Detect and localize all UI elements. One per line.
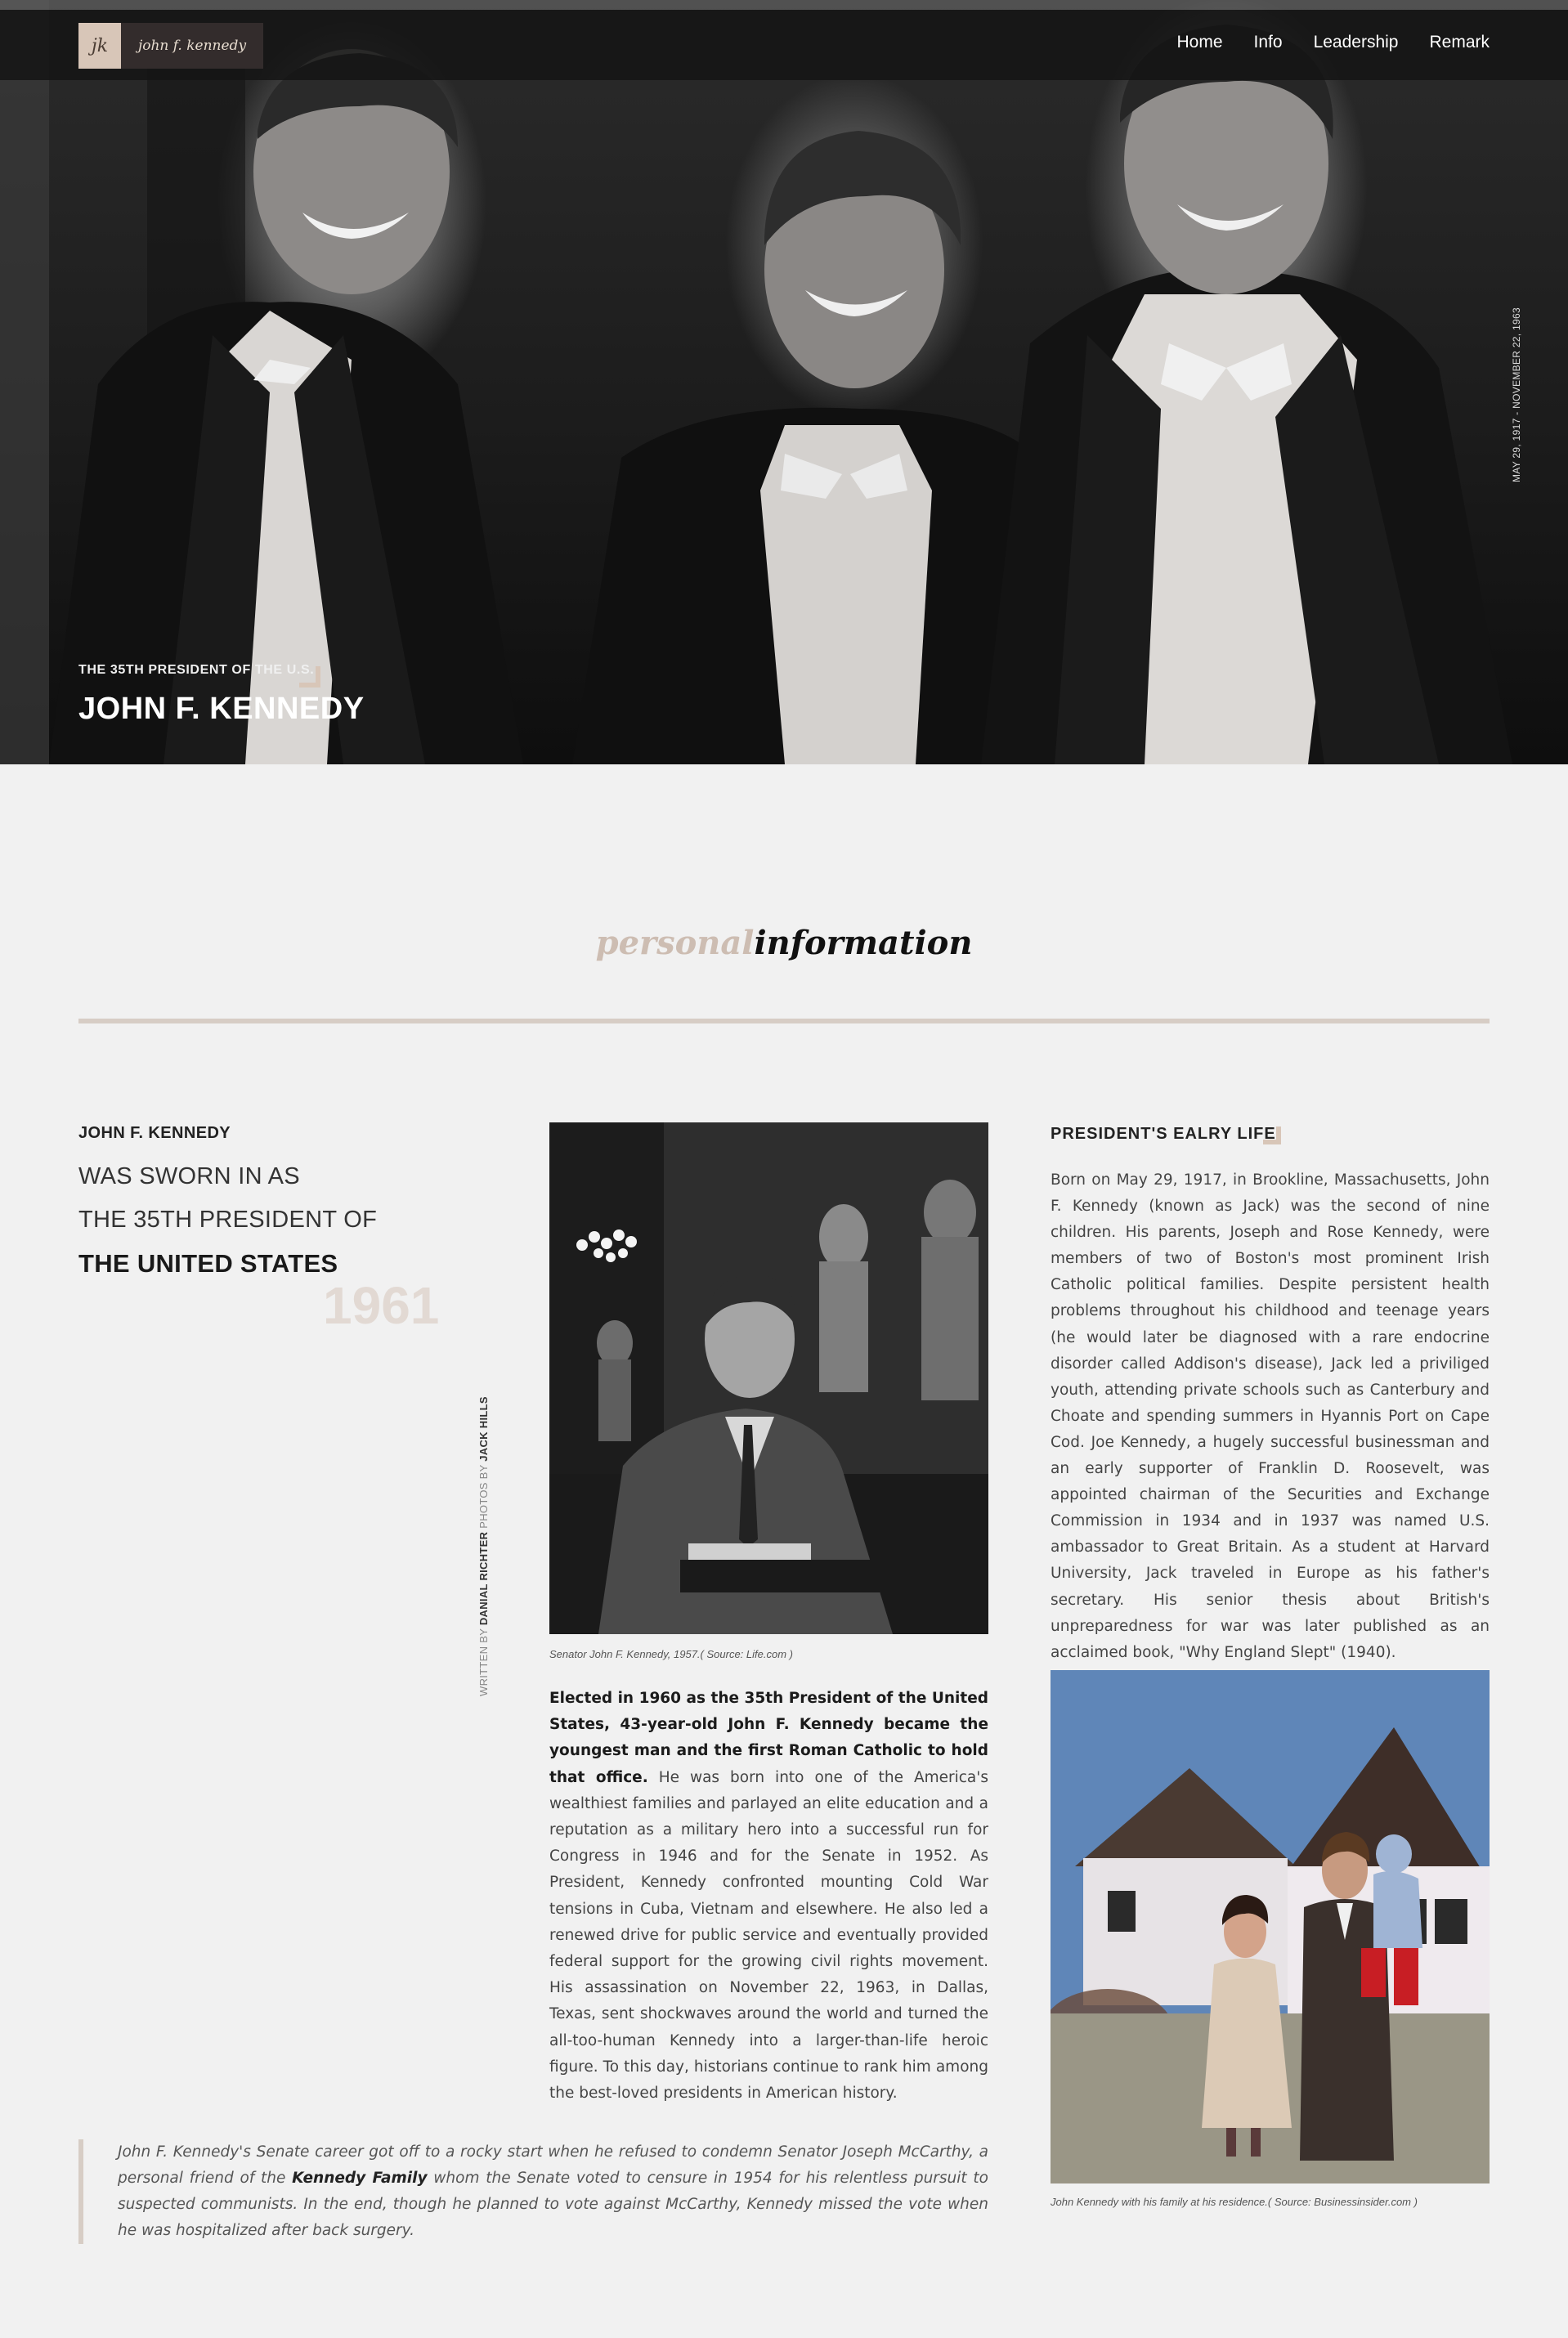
early-life-corner-accent <box>1263 1126 1281 1144</box>
hero-corner-accent <box>299 666 320 688</box>
navbar <box>0 10 1568 80</box>
credit-photographer: JACK HILLS <box>477 1396 490 1462</box>
nav-leadership[interactable]: Leadership <box>1313 33 1399 52</box>
heading-light: personal <box>595 924 755 962</box>
main-menu <box>1177 33 1490 52</box>
hero-banner <box>0 0 1568 764</box>
early-life-paragraph: Born on May 29, 1917, in Brookline, Massachusetts, John F. Kennedy (known as Jack) was the second of nine children. His parents, Joseph and Rose Kennedy, were members of two of Boston's most prominent Irish Catholic political families. Despite persistent health problems throughout his childhood and teenage years (he would later be diagnosed with a rare endocrine disorder called Addison's disease), Jack led a priviliged youth, attending private schools such as Canterbury and Choate and spending summers in Hyannis Port on Cape Cod. Joe Kennedy, a hugely successful businessman and an early supporter of Franklin D. Roosevelt, was appointed chairman of the Securities and Exchange Commission in 1934 and in 1937 was named U.S. ambassador to Great Britain. As a student at Harvard University, Jack traveled in Europe as his father's secretary. His senior thesis about British's unpreparedness for war was later published as an acclaimed book, "Why England Slept" (1940). <box>1051 1171 1490 1661</box>
family-photo <box>1051 1670 1490 2183</box>
senate-career-quote <box>78 2139 988 2244</box>
quote-bold: Kennedy Family <box>292 2170 428 2187</box>
credit-writer: DANIAL RICHTER <box>477 1531 490 1626</box>
top-band <box>0 0 1568 10</box>
credit-written-label: WRITTEN BY <box>477 1628 490 1696</box>
site-logo[interactable] <box>78 23 263 69</box>
nav-info[interactable]: Info <box>1253 33 1283 52</box>
left-line-3: THE UNITED STATES <box>78 1249 338 1278</box>
left-line-2: THE 35TH PRESIDENT OF <box>78 1207 378 1233</box>
nav-home[interactable]: Home <box>1176 33 1223 52</box>
senator-photo-caption: Senator John F. Kennedy, 1957.( Source: Life.com ) <box>549 1648 793 1660</box>
section-heading <box>0 924 1568 962</box>
hero-subtitle: THE 35TH PRESIDENT OF THE U.S. <box>78 663 315 677</box>
credits <box>477 1396 490 1696</box>
logo-mark: jk <box>78 23 121 69</box>
presidency-body: He was born into one of the America's wealthiest families and parlayed an elite education and a reputation as a military hero into a successful run for Congress in 1946 and for the Senate in 1952. As President, Kennedy confronted mounting Cold War tensions in Cuba, Vietnam and elsewhere. He also led a renewed drive for public service and eventually provided federal support for the growing civil rights movement. His assassination on November 22, 1963, in Dallas, Texas, sent shockwaves around the world and turned the all-too-human Kennedy into a larger-than-life heroic figure. To this day, historians continue to rank him among the best-loved presidents in American history. <box>549 1768 988 2103</box>
left-name: JOHN F. KENNEDY <box>78 1124 231 1142</box>
quote-part-2: whom the Senate voted to censure in 1954 for his relentless pursuit to suspected communists. In the end, though he planned to vote against McCarthy, Kennedy missed the vote when he was hospitalized after back surgery. <box>118 2170 988 2239</box>
quote-part-1: John F. Kennedy's Senate career got off to a rocky start when he refused to condemn Senator Joseph McCarthy, a personal friend of the <box>118 2143 988 2187</box>
early-life-title: PRESIDENT'S EALRY LIFE <box>1051 1125 1276 1143</box>
sworn-year: 1961 <box>323 1276 440 1335</box>
section-divider <box>78 1019 1490 1023</box>
life-dates: MAY 29, 1917 - NOVEMBER 22, 1963 <box>1511 307 1522 482</box>
senator-photo <box>549 1122 988 1634</box>
family-photo-caption: John Kennedy with his family at his residence.( Source: Businessinsider.com ) <box>1051 2196 1418 2208</box>
credit-photos-label: PHOTOS BY <box>477 1464 490 1529</box>
presidency-paragraph <box>549 1686 988 2107</box>
nav-remark[interactable]: Remark <box>1429 33 1490 52</box>
logo-text: john f. kennedy <box>121 23 263 69</box>
hero-photo <box>0 0 1568 764</box>
left-line-1: WAS SWORN IN AS <box>78 1163 300 1189</box>
heading-dark: information <box>754 924 973 962</box>
hero-title: JOHN F. KENNEDY <box>78 692 365 726</box>
presidency-lead: Elected in 1960 as the 35th President of the United States, 43-year-old John F. Kennedy became the youngest man and the first Roman Catholic to hold that office. <box>549 1690 988 1786</box>
